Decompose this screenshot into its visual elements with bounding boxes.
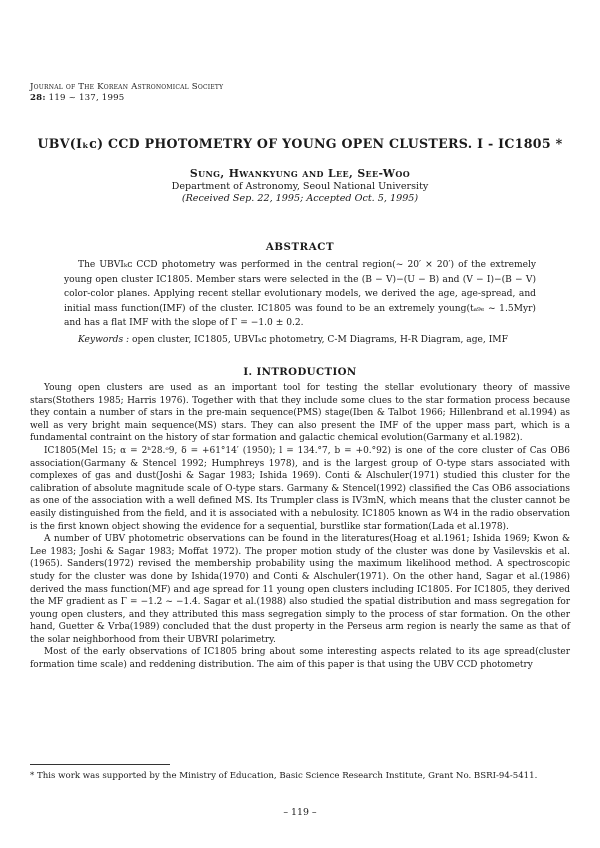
intro-paragraph-4: Most of the early observations of IC1805 bring about some interesting aspects related to its age spread(cluster formation time scale) and reddening distribution. The aim of this paper is that using the UBV CCD photometry (30, 647, 570, 671)
paper-title: UBV(Iₖᴄ) CCD PHOTOMETRY OF YOUNG OPEN CLUSTERS. I - IC1805 * (37, 136, 563, 151)
footnote-divider (30, 764, 170, 765)
intro-paragraph-3: A number of UBV photometric observations can be found in the literatures(Hoag et al.1961; Ishida 1969; Kwon & Lee 1983; Joshi & Sagar 1983; Moffat 1972). The proper motion study of the cluster was done by Vasilevskis et al.(1965). Sanders(1972) revised the membership probability using the maximum likelihood method. A spectroscopic study for the cluster was done by Ishida(1970) and Conti & Alschuler(1971). On the other hand, Sagar et al.(1986) derived the mass function(MF) and age spread for 11 young open clusters including IC1805. For IC1805, they derived the MF gradient as Γ = −1.2 ~ −1.4. Sagar et al.(1988) also studied the spatial distribution and mass segregation for young open clusters, and they attributed this mass segregation simply to the process of star formation. On the other hand, Guetter & Vrba(1989) concluded that the dust property in the Perseus arm region is nearly the same as that of the solar neighborhood from their UBVRI polarimetry. (30, 534, 570, 645)
journal-volume-line (30, 93, 450, 104)
paper-authors: Sung, Hwankyung and Lee, See-Woo (189, 167, 411, 180)
journal-name: Journal of The Korean Astronomical Society (30, 82, 224, 92)
intro-paragraph-1: Young open clusters are used as an important tool for testing the stellar evolutionary theory of massive stars(Stothers 1985; Harris 1976). Together with that they include some clues to the star formation process because they contain a number of stars in the pre-main sequence(PMS) stage(Iben & Talbot 1966; Hillenbrand et al.1994) as well as very bright main sequence(MS) stars. They can also present the IMF of the upper mass part, which is a fundamental contraint on the history of star formation and galactic chemical evolution(Garmany et al.1982). (30, 383, 570, 444)
section-heading-introduction: I. INTRODUCTION (243, 366, 357, 378)
intro-paragraph-2: IC1805(Mel 15; α = 2ʰ28.ᵒ9, δ = +61°14′ (1950); l = 134.°7, b = +0.°92) is one of the core cluster of Cas OB6 association(Garmany & Stencel 1992; Humphreys 1978), and is the largest group of O-type stars associated with complexes of gas and dust(Joshi & Sagar 1983; Ishida 1969). Conti & Alschuler(1971) studied this cluster for the calibration of absolute magnitude scale of O-type stars. Garmany & Stencel(1992) classified the Cas OB6 associations as one of the association with a well defined MS. Its Trumpler class is IV3mN, which means that the cluster cannot be easily distinguished from the field, and it is associated with a nebulosity. IC1805 known as W4 in the radio observation is the first known object showing the evidence for a sequential, burstlike star formation(Lada et al.1978). (30, 445, 570, 532)
page-number: – 119 – (283, 807, 317, 818)
introduction-body (30, 382, 570, 672)
keywords-label: Keywords : (78, 335, 130, 345)
journal-pages: 119 ~ 137, 1995 (48, 93, 125, 103)
abstract-text: The UBVIₖᴄ CCD photometry was performed in the central region(~ 20′ × 20′) of the extremely young open cluster IC1805. Member stars were selected in the (B − V)−(U − B) and (V − I)−(B − V) color-color planes. Applying recent stellar evolutionary models, we derived the age, age-spread, and initial mass function(IMF) of the cluster. IC1805 was found to be an extremely young(tₐ₉ₑ ~ 1.5Myr) and has a flat IMF with the slope of Γ = −1.0 ± 0.2. (64, 260, 536, 328)
journal-volume: 28: (30, 93, 46, 103)
abstract-heading: ABSTRACT (265, 241, 335, 253)
received-accepted-dates: (Received Sep. 22, 1995; Accepted Oct. 5, 1995) (181, 193, 419, 204)
journal-header (30, 82, 450, 104)
author-affiliation: Department of Astronomy, Seoul National University (171, 181, 429, 192)
keywords-list: open cluster, IC1805, UBVIₖᴄ photometry, C-M Diagrams, H-R Diagram, age, IMF (132, 335, 508, 345)
keywords-line (64, 334, 536, 347)
footnote: * This work was supported by the Ministry of Education, Basic Science Research Institute, Grant No. BSRI-94-5411. (30, 771, 538, 781)
